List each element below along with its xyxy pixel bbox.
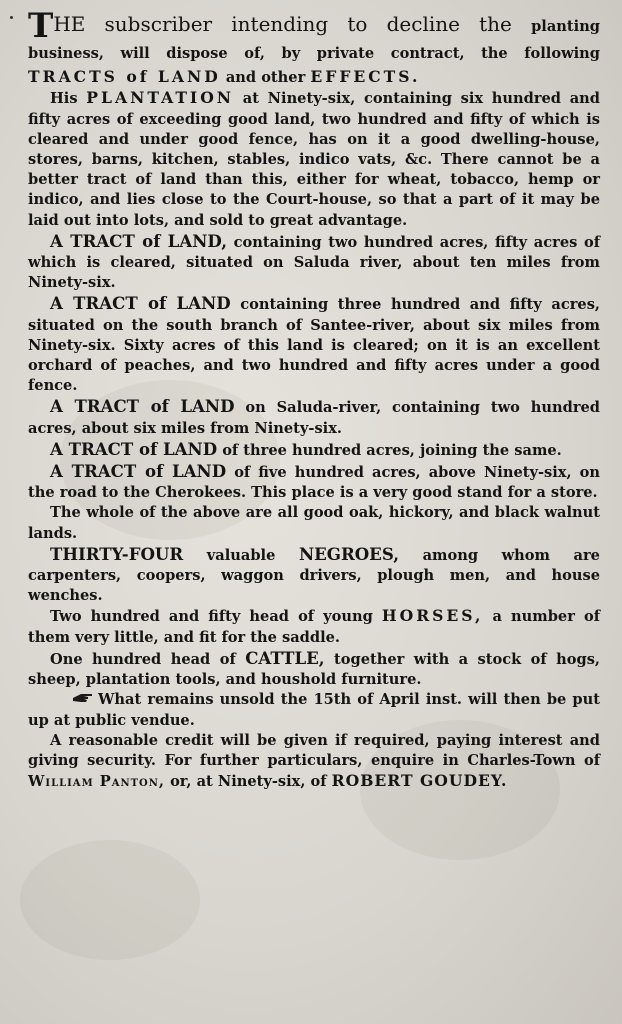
tract-paragraph-5: A TRACT of LAND of five hundred acres, above Ninety-six, on the road to the Cherokees. This place is a very good stand for a store. [28, 461, 600, 502]
cattle-paragraph: One hundred head of CATTLE, together with a stock of hogs, sheep, plantation tools, and houshold furniture. [28, 647, 600, 689]
horses-paragraph: Two hundred and fifty head of young HORSES, a number of them very little, and fit for the saddle. [28, 606, 600, 646]
tract-paragraph-1: A TRACT of LAND, containing two hundred acres, fifty acres of which is cleared, situated on Saluda river, about ten miles from Ninety-six. [28, 230, 600, 292]
plantation-paragraph: His PLANTATION at Ninety-six, containing six hundred and fifty acres of exceeding good land, two hundred and fifty of which is cleared and under good fence, has on it a good dwelling-house, stores, barns, kitchen, stables, indico vats, &c. There cannot be a better tract of land than this, either for wheat, tobacco, hemp or indico, and lies close to the Court-house, so that a part of it may be laid out into lots, and sold to great advantage. [28, 88, 600, 229]
credit-paragraph: A reasonable credit will be given if required, paying interest and giving security. For further particulars, enquire in Charles-Town of William Panton, or, at Ninety-six, of ROBERT GOUDEY. [28, 731, 600, 791]
tract-paragraph-4: A TRACT of LAND of three hundred acres, joining the same. [50, 438, 562, 459]
drop-cap: T [28, 6, 54, 46]
tract-paragraph-2: A TRACT of LAND containing three hundred and fifty acres, situated on the south branch of Santee-river, about six miles from Ninety-six. Sixty acres of this land is cleared; on it is an excellent orchard of peaches, and two hundred and fifty acres under a good fence. [28, 293, 600, 395]
ad-heading-paragraph [28, 6, 601, 88]
lands-summary-paragraph: The whole of the above are all good oak, hickory, and black walnut lands. [28, 504, 600, 542]
ink-speck [10, 16, 13, 19]
agent-name: William Panton, [28, 773, 165, 791]
paper-stain [20, 840, 200, 960]
signature: ROBERT GOUDEY. [331, 771, 508, 791]
ad-heading-text: planting business, will dispose of, by private contract, the following TRACTS of LAND and other EFFECTS. [28, 18, 601, 87]
tract-paragraph-3: A TRACT of LAND on Saluda-river, containing two hundred acres, about six miles from Ninety-six. [28, 396, 600, 437]
negroes-paragraph: THIRTY-FOUR valuable NEGROES, among whom are carpenters, coopers, waggon drivers, plough men, and house wenches. [28, 543, 600, 605]
manicule-icon [50, 690, 94, 710]
vendue-paragraph: What remains unsold the 15th of April inst. will then be put up at public vendue. [28, 691, 600, 729]
advertisement-article [28, 6, 601, 792]
ad-heading-lead: HE subscriber intending to decline the [53, 12, 512, 36]
